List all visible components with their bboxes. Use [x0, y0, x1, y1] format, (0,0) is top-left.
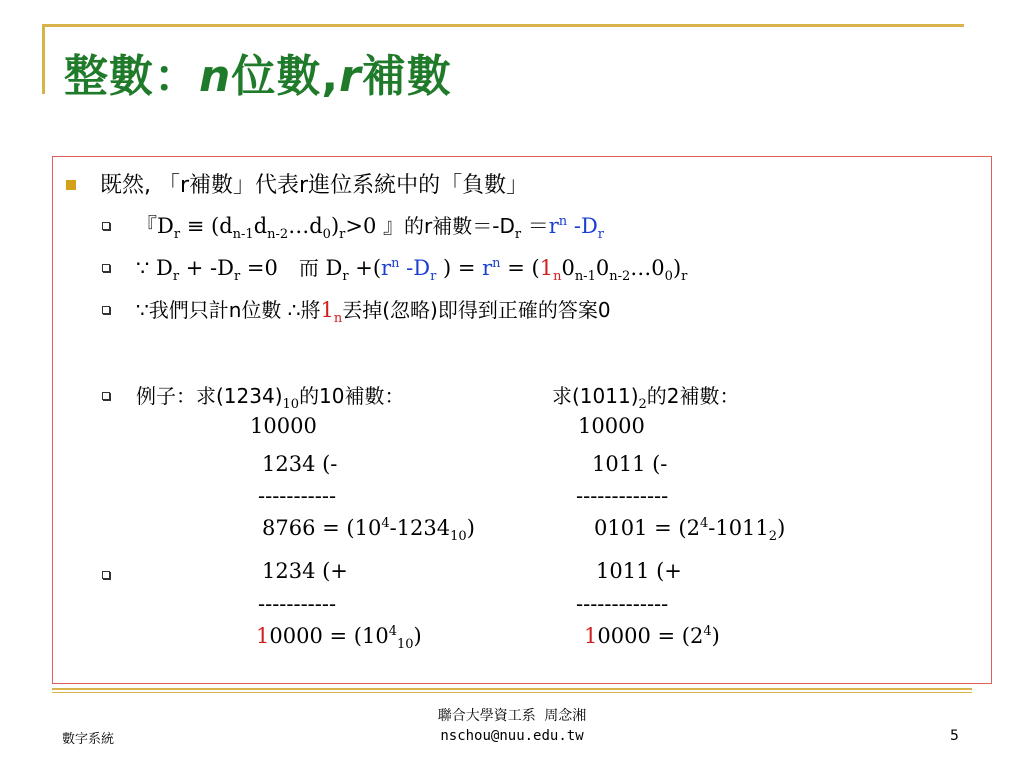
page-number: 5: [950, 728, 959, 744]
slide-title: [64, 40, 452, 104]
footer-center: [0, 706, 1024, 746]
bullet-main-text: 既然, 「r補數」代表r進位系統中的「負數」: [100, 173, 529, 198]
work-right-row-6: -------------: [576, 592, 669, 616]
left-accent-line: [42, 24, 45, 94]
work-left-row-3: -----------: [258, 484, 337, 508]
bottom-accent-line: [52, 688, 972, 690]
example-right-heading: 求$(1011)_2$的2補數：: [552, 384, 740, 413]
title-text-4: r: [339, 51, 362, 102]
sub-bullet-icon: [102, 222, 110, 230]
work-left-row-5: 1234 (+: [262, 559, 348, 583]
footer-left-text: 數字系統: [62, 732, 115, 747]
footer-author: 聯合大學資工系 周念湘: [437, 708, 587, 724]
title-text-5: 補數: [361, 51, 452, 102]
work-right-row-7: $10000 = (2^4)$: [584, 624, 720, 648]
bullet-square-icon: [66, 180, 76, 190]
title-text-2: n: [199, 51, 232, 102]
title-text-3: 位數,: [231, 51, 340, 102]
work-left-row-1: 10000: [250, 414, 317, 438]
sub-bullet-icon: [102, 306, 110, 314]
sub-bullet-line-1: 『$D_r$ ≡ $(d_{n-1}d_{n-2}\dots d_0)_r>0$ 』的r補數$=-D_r =r^n$ $-D_r$: [136, 214, 604, 243]
sub-bullet-line-2: ∵ $D_r + -D_r =0$ 而 $D_r +(r^n$ $-D_r$ ) = $r^n$ = $(1_n0_{n-1}0_{n-2}\dots 0_0)_r$: [136, 256, 688, 285]
sub-bullet-icon: [102, 571, 110, 579]
sub-bullet-icon: [102, 392, 110, 400]
top-accent-line: [42, 24, 964, 27]
title-text-1: 整數：: [64, 51, 199, 102]
work-right-row-5: 1011 (+: [596, 559, 682, 583]
sub-bullet-line-4: 例子：求$(1234)_{10}$的10補數：: [136, 384, 405, 413]
sub-bullet-line-3: ∵我們只計n位數 ∴將$1_n$丟掉(忽略)即得到正確的答案0: [136, 298, 611, 327]
footer-email: nschou@nuu.edu.tw: [440, 728, 584, 744]
sub-bullet-icon: [102, 264, 110, 272]
work-right-row-4: $0101 = (2^4-1011_2)$: [594, 516, 786, 545]
bottom-accent-line-thin: [52, 692, 972, 693]
work-left-row-6: -----------: [258, 592, 337, 616]
work-left-row-2: 1234 (-: [262, 452, 338, 476]
work-right-row-1: 10000: [578, 414, 645, 438]
work-left-row-7: $10000 = (10^4_{10})$: [256, 624, 422, 653]
work-right-row-3: -------------: [576, 484, 669, 508]
work-left-row-4: $8766 = (10^4-1234_{10})$: [262, 516, 475, 545]
work-right-row-2: 1011 (-: [592, 452, 668, 476]
